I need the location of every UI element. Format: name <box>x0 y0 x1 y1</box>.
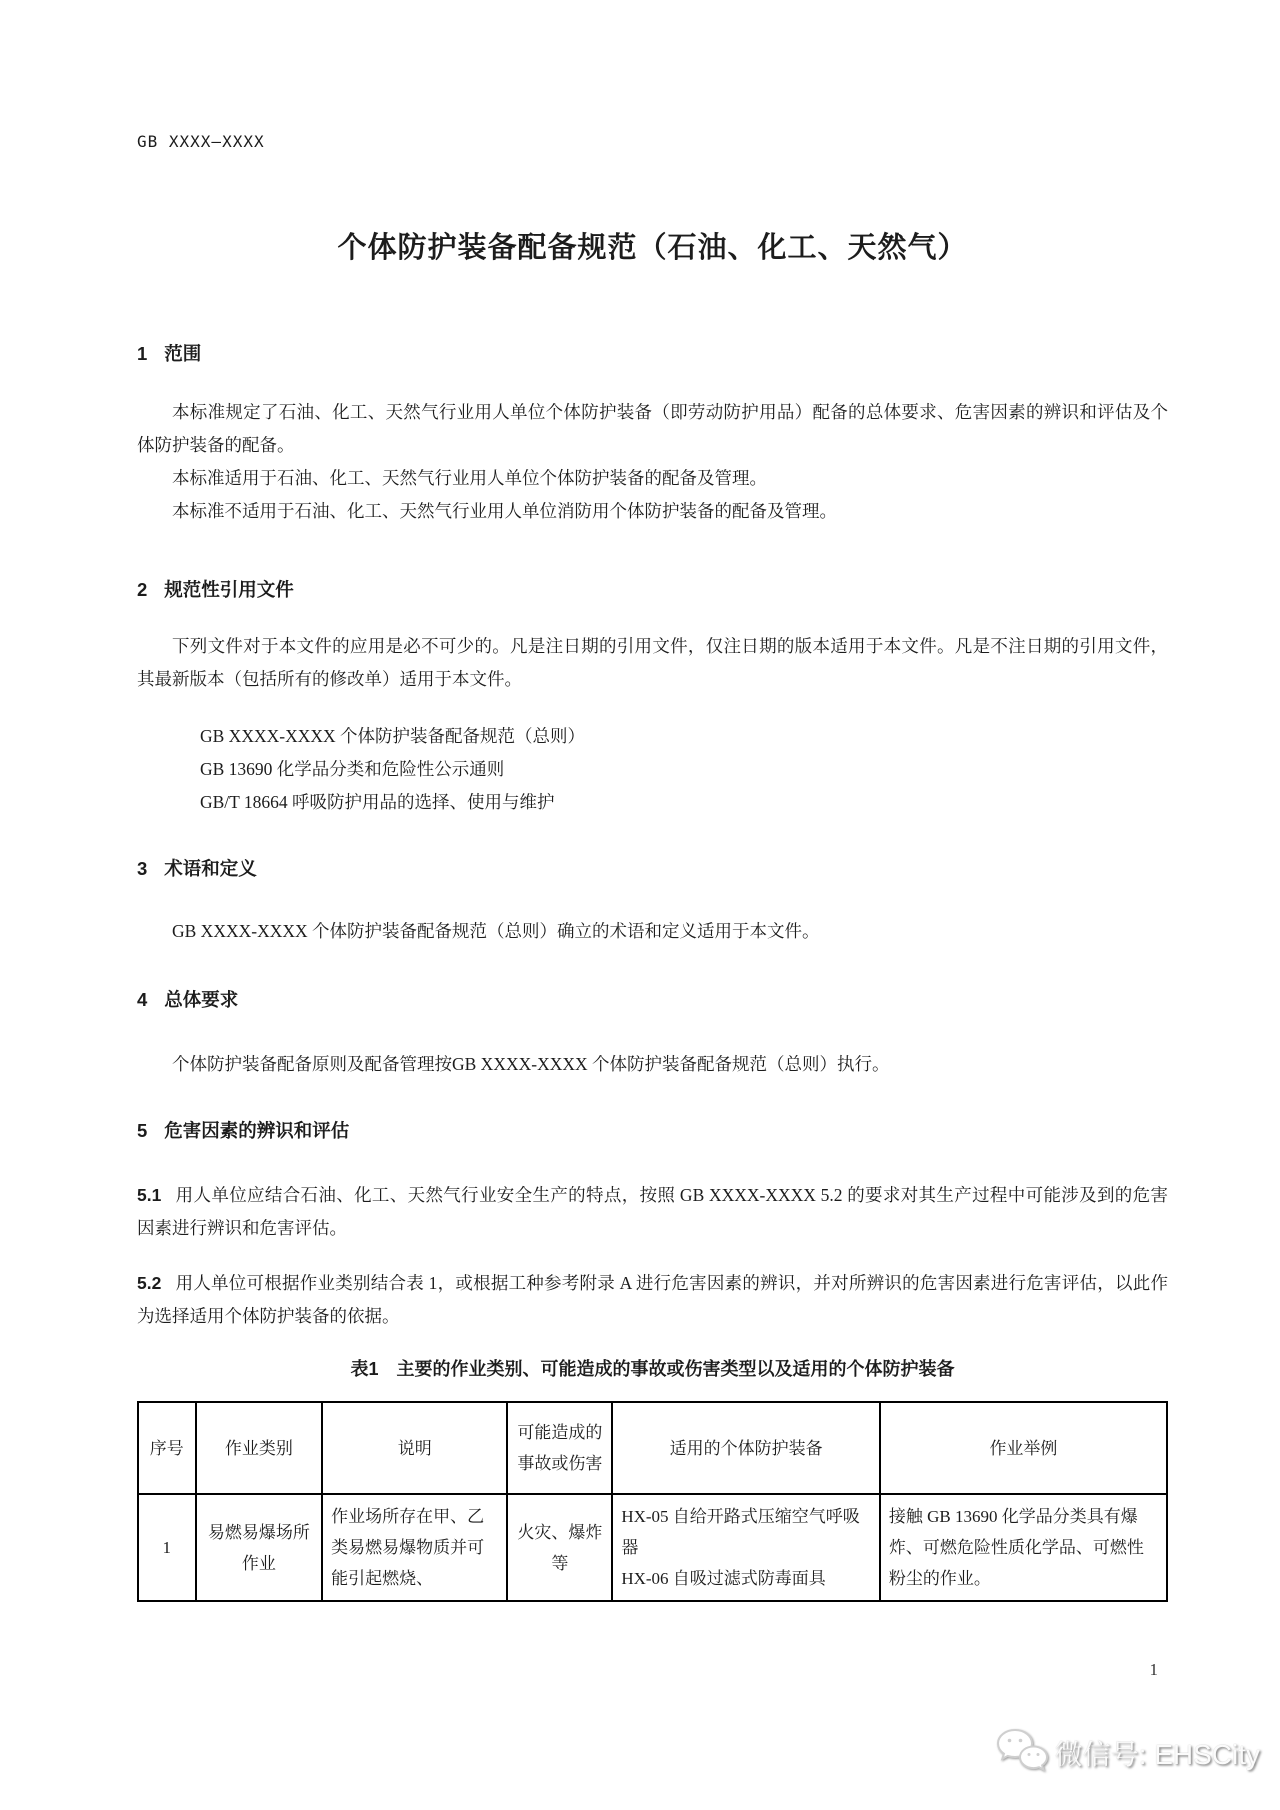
table-1-header-category: 作业类别 <box>196 1402 323 1494</box>
table-1 <box>137 1401 1168 1602</box>
section-4-title: 总体要求 <box>164 989 239 1010</box>
ppe-item: HX-06 自吸过滤式防毒面具 <box>621 1569 826 1588</box>
clause-5-2-number: 5.2 <box>137 1273 162 1293</box>
section-3-title: 术语和定义 <box>164 858 257 879</box>
clause-5-2-text: 用人单位可根据作业类别结合表 1，或根据工种参考附录 A 进行危害因素的辨识，并对所辨识的危害因素进行危害评估，以此作为选择适用个体防护装备的依据。 <box>137 1273 1168 1326</box>
table-1-header-examples: 作业举例 <box>880 1402 1167 1494</box>
section-2-heading <box>137 576 1168 602</box>
section-3-number: 3 <box>137 858 148 879</box>
table-1-caption <box>137 1355 1168 1381</box>
reference-item: GB/T 18664 呼吸防护用品的选择、使用与维护 <box>200 792 555 812</box>
section-1-paragraph-2: 本标准适用于石油、化工、天然气行业用人单位个体防护装备的配备及管理。 <box>172 468 767 488</box>
table-cell-hazard: 火灾、爆炸等 <box>507 1494 612 1601</box>
ppe-item: HX-05 自给开路式压缩空气呼吸器 <box>621 1507 860 1557</box>
table-1-header-hazard: 可能造成的事故或伤害 <box>507 1402 612 1494</box>
section-1-paragraph-1: 本标准规定了石油、化工、天然气行业用人单位个体防护装备（即劳动防护用品）配备的总体要求、危害因素的辨识和评估及个体防护装备的配备。 <box>137 402 1168 455</box>
document-title: 个体防护装备配备规范（石油、化工、天然气） <box>337 232 968 264</box>
section-1-paragraph-3: 本标准不适用于石油、化工、天然气行业用人单位消防用个体防护装备的配备及管理。 <box>172 501 837 521</box>
normative-references-list <box>200 720 1168 819</box>
section-4-heading <box>137 986 1168 1012</box>
section-3-heading <box>137 855 1168 881</box>
section-4-number: 4 <box>137 989 148 1010</box>
clause-5-1 <box>137 1179 1168 1245</box>
table-1-header-seq: 序号 <box>138 1402 196 1494</box>
section-3-paragraph-1: GB XXXX-XXXX 个体防护装备配备规范（总则）确立的术语和定义适用于本文件。 <box>172 921 820 941</box>
section-1-number: 1 <box>137 343 148 364</box>
table-1-header-ppe: 适用的个体防护装备 <box>612 1402 880 1494</box>
section-5-number: 5 <box>137 1120 148 1141</box>
table-cell-category: 易燃易爆场所作业 <box>196 1494 323 1601</box>
section-5-heading <box>137 1117 1168 1143</box>
clause-5-1-text: 用人单位应结合石油、化工、天然气行业安全生产的特点，按照 GB XXXX-XXXX 5.2 的要求对其生产过程中可能涉及到的危害因素进行辨识和危害评估。 <box>137 1185 1168 1238</box>
section-2-number: 2 <box>137 579 148 600</box>
wechat-icon <box>995 1728 1049 1777</box>
page-number: 1 <box>1149 1660 1158 1679</box>
section-1-title: 范围 <box>164 343 202 364</box>
table-1-caption-text: 主要的作业类别、可能造成的事故或伤害类型以及适用的个体防护装备 <box>396 1359 955 1379</box>
watermark-text: 微信号: EHSCity <box>1054 1738 1260 1770</box>
table-cell-seq: 1 <box>138 1494 196 1601</box>
section-5-title: 危害因素的辨识和评估 <box>164 1120 350 1141</box>
table-1-header-row <box>138 1402 1167 1494</box>
standard-code: GB XXXX—XXXX <box>137 132 265 151</box>
clause-5-2 <box>137 1267 1168 1333</box>
document-content <box>137 0 1168 1602</box>
reference-item: GB XXXX-XXXX 个体防护装备配备规范（总则） <box>200 726 585 746</box>
reference-item: GB 13690 化学品分类和危险性公示通则 <box>200 759 505 779</box>
table-1-header-description: 说明 <box>322 1402 507 1494</box>
table-cell-ppe <box>612 1494 880 1601</box>
section-1-heading <box>137 340 1168 366</box>
clause-5-1-number: 5.1 <box>137 1185 162 1205</box>
section-2-title: 规范性引用文件 <box>164 579 294 600</box>
section-4-paragraph-1: 个体防护装备配备原则及配备管理按GB XXXX-XXXX 个体防护装备配备规范（总则）执行。 <box>172 1054 890 1074</box>
table-cell-description: 作业场所存在甲、乙类易燃易爆物质并可能引起燃烧、 <box>322 1494 507 1601</box>
table-1-caption-label: 表1 <box>350 1359 379 1379</box>
table-row <box>138 1494 1167 1601</box>
watermark <box>995 1728 1260 1777</box>
table-cell-examples: 接触 GB 13690 化学品分类具有爆炸、可燃危险性质化学品、可燃性粉尘的作业。 <box>880 1494 1167 1601</box>
section-2-paragraph-1: 下列文件对于本文件的应用是必不可少的。凡是注日期的引用文件，仅注日期的版本适用于本文件。凡是不注日期的引用文件，其最新版本（包括所有的修改单）适用于本文件。 <box>137 636 1168 689</box>
